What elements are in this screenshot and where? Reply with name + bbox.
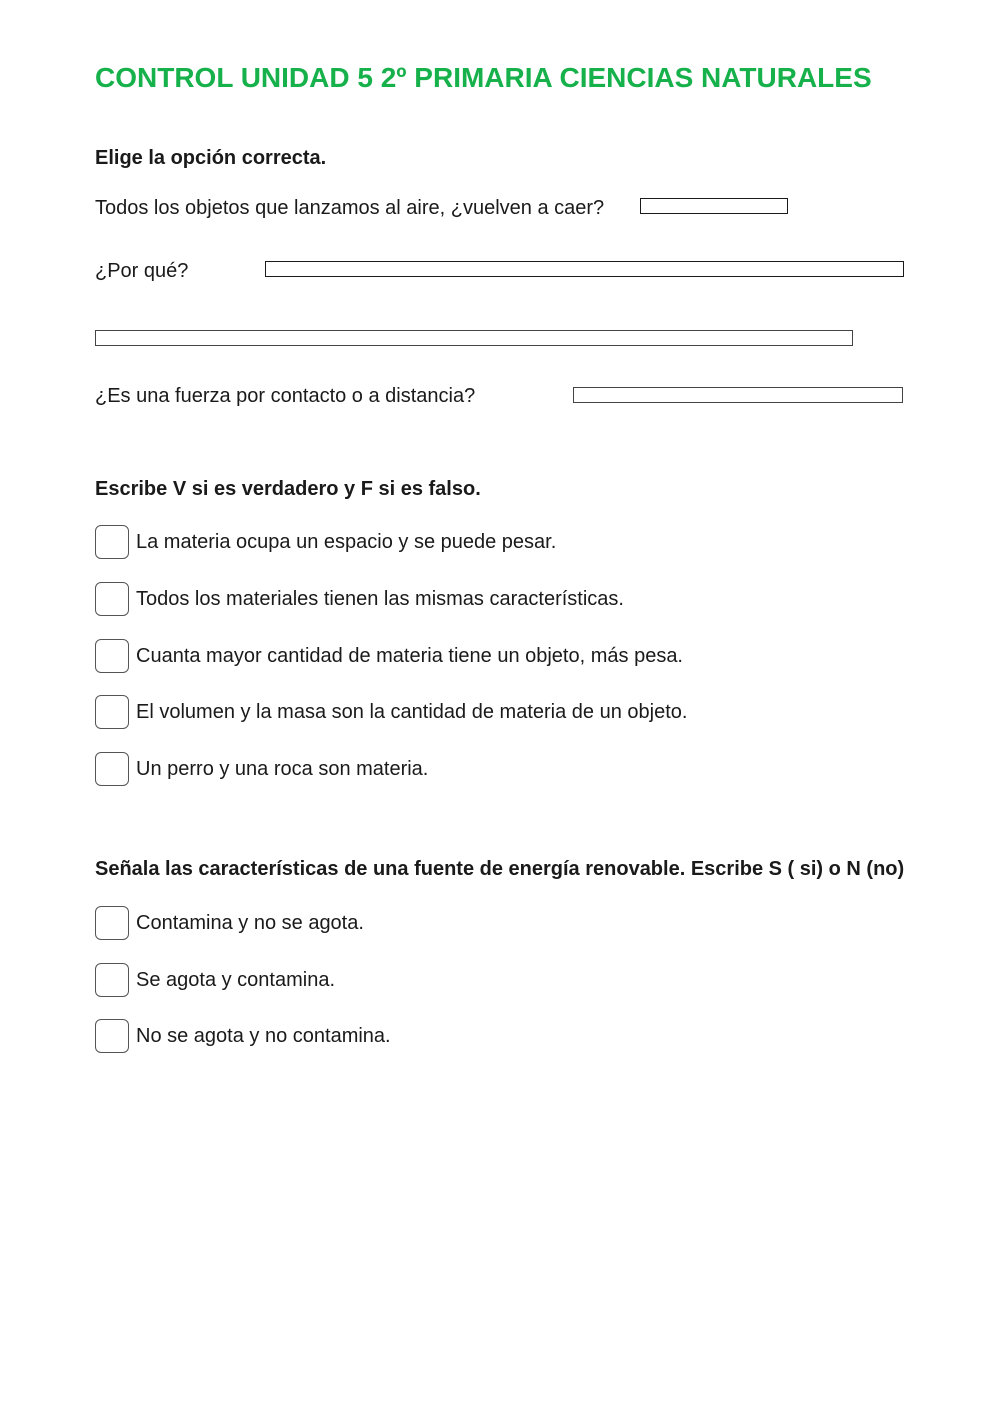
answer-why-input[interactable] bbox=[265, 261, 904, 277]
answer-why-extra-input[interactable] bbox=[95, 330, 853, 346]
answer-fall-input[interactable] bbox=[640, 198, 788, 214]
true-false-item-label: El volumen y la masa son la cantidad de materia de un objeto. bbox=[136, 700, 688, 723]
true-false-answer-box[interactable] bbox=[95, 525, 129, 559]
renewable-item bbox=[95, 1018, 391, 1054]
true-false-answer-box[interactable] bbox=[95, 695, 129, 729]
true-false-item bbox=[95, 751, 428, 787]
true-false-item-label: La materia ocupa un espacio y se puede pesar. bbox=[136, 530, 557, 553]
answer-force-input[interactable] bbox=[573, 387, 903, 403]
true-false-item-label: Todos los materiales tienen las mismas características. bbox=[136, 587, 624, 610]
true-false-answer-box[interactable] bbox=[95, 582, 129, 616]
section1-heading: Elige la opción correcta. bbox=[95, 147, 327, 169]
true-false-item bbox=[95, 638, 683, 674]
renewable-item-label: Se agota y contamina. bbox=[136, 968, 336, 991]
true-false-item-label: Cuanta mayor cantidad de materia tiene un objeto, más pesa. bbox=[136, 644, 683, 667]
true-false-answer-box[interactable] bbox=[95, 752, 129, 786]
question-fall-text: Todos los objetos que lanzamos al aire, ¿vuelven a caer? bbox=[95, 197, 605, 219]
true-false-item-label: Un perro y una roca son materia. bbox=[136, 757, 429, 780]
renewable-item-label: No se agota y no contamina. bbox=[136, 1024, 391, 1047]
true-false-answer-box[interactable] bbox=[95, 639, 129, 673]
section2-heading: Escribe V si es verdadero y F si es falso. bbox=[95, 478, 481, 500]
page-title: CONTROL UNIDAD 5 2º PRIMARIA CIENCIAS NATURALES bbox=[95, 62, 872, 93]
renewable-item bbox=[95, 962, 335, 998]
renewable-answer-box[interactable] bbox=[95, 963, 129, 997]
true-false-item bbox=[95, 581, 624, 617]
renewable-item-label: Contamina y no se agota. bbox=[136, 911, 364, 934]
true-false-item bbox=[95, 694, 687, 730]
question-force-text: ¿Es una fuerza por contacto o a distancia? bbox=[95, 385, 476, 407]
renewable-item bbox=[95, 905, 364, 941]
renewable-answer-box[interactable] bbox=[95, 1019, 129, 1053]
question-why-text: ¿Por qué? bbox=[95, 260, 189, 282]
true-false-item bbox=[95, 524, 556, 560]
section3-heading: Señala las características de una fuente de energía renovable. Escribe S ( si) o N (no) bbox=[95, 858, 905, 880]
renewable-answer-box[interactable] bbox=[95, 906, 129, 940]
